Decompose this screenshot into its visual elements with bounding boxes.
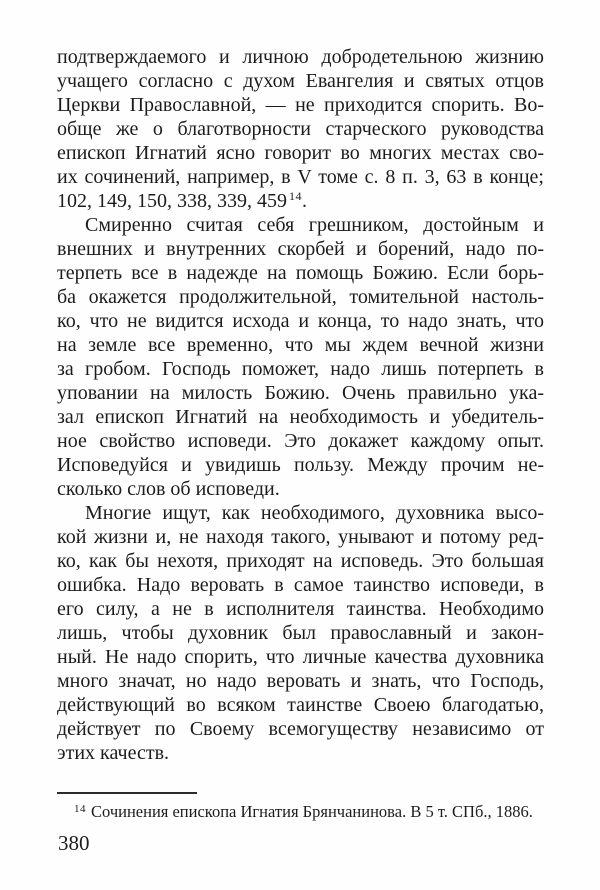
paragraph [57, 45, 544, 213]
footnote-ref: 14 [289, 189, 302, 203]
text-line: подтверждаемого и личною добродетельною жизнию [57, 46, 544, 68]
footnote-separator [57, 792, 197, 794]
text-line: терпеть все в надежде на помощь Божию. Если борь- [57, 262, 544, 284]
text-line: много значат, но надо веровать и знать, что Господь, [57, 670, 544, 692]
text-line: обще же о благотворности старческого руководства [57, 118, 544, 140]
text-line: Смиренно считая себя грешником, достойным и [85, 214, 544, 236]
text-line: ко, что не видится исхода и конца, то надо знать, что [57, 310, 544, 332]
text-line: этих качеств. [57, 742, 170, 764]
text-line: внешних и внутренних скорбей и борений, надо по- [57, 238, 544, 260]
text-line: на земле все временно, что мы ждем вечной жизни [57, 334, 544, 356]
text-line: ко, как бы нехотя, приходят на исповедь. Это большая [57, 550, 544, 572]
paragraph [57, 213, 544, 501]
text-line [57, 189, 544, 213]
text-line: ошибка. Надо веровать в самое таинство исповеди, в [57, 574, 544, 596]
text-line: кой жизни и, не находя такого, унывают и потому ред- [57, 526, 544, 548]
text-line: действующий во всяком таинстве Своею благодатью, [57, 694, 544, 716]
text-line: его силу, а не в исполнителя таинства. Необходимо [57, 598, 544, 620]
footnote-marker: 14 [74, 803, 86, 815]
text-line: Церкви Православной, — не приходится спорить. Во- [57, 94, 544, 116]
text-line: епископ Игнатий ясно говорит во многих местах сво- [57, 142, 544, 164]
text-line: ный. Не надо спорить, что личные качества духовника [57, 646, 544, 668]
paragraph [57, 501, 544, 765]
text-line: ное свойство исповеди. Это докажет каждому опыт. [57, 430, 544, 452]
text-line: сколько слов об исповеди. [57, 478, 280, 500]
text-line: за гробом. Господь поможет, надо лишь потерпеть в [57, 358, 544, 380]
text-line: лишь, чтобы духовник был православный и закон- [57, 622, 544, 644]
text-line: зал епископ Игнатий на необходимость и убедитель- [57, 406, 544, 428]
text-segment: . [302, 190, 307, 212]
text-line: Исповедуйся и увидишь пользу. Между прочим не- [57, 454, 544, 476]
text-line: ба окажется продолжительной, томительной настоль- [57, 286, 544, 308]
text-line: учащего согласно с духом Евангелия и святых отцов [57, 70, 544, 92]
text-line: уповании на милость Божию. Очень правильно ука- [57, 382, 544, 404]
footnote-text: Сочинения епископа Игнатия Брянчанинова. В 5 т. СПб., 1886. [91, 802, 533, 821]
page-number: 380 [58, 831, 90, 855]
text-line: действует по Своему всемогуществу независимо от [57, 718, 544, 740]
text-line: их сочинений, например, в V томе с. 8 п. 3, 63 в конце; [57, 166, 544, 188]
footnote [57, 801, 544, 822]
body-text [57, 45, 544, 765]
text-line: Многие ищут, как необходимого, духовника высо- [85, 502, 544, 524]
text-segment: 102, 149, 150, 338, 339, 459 [57, 190, 287, 212]
